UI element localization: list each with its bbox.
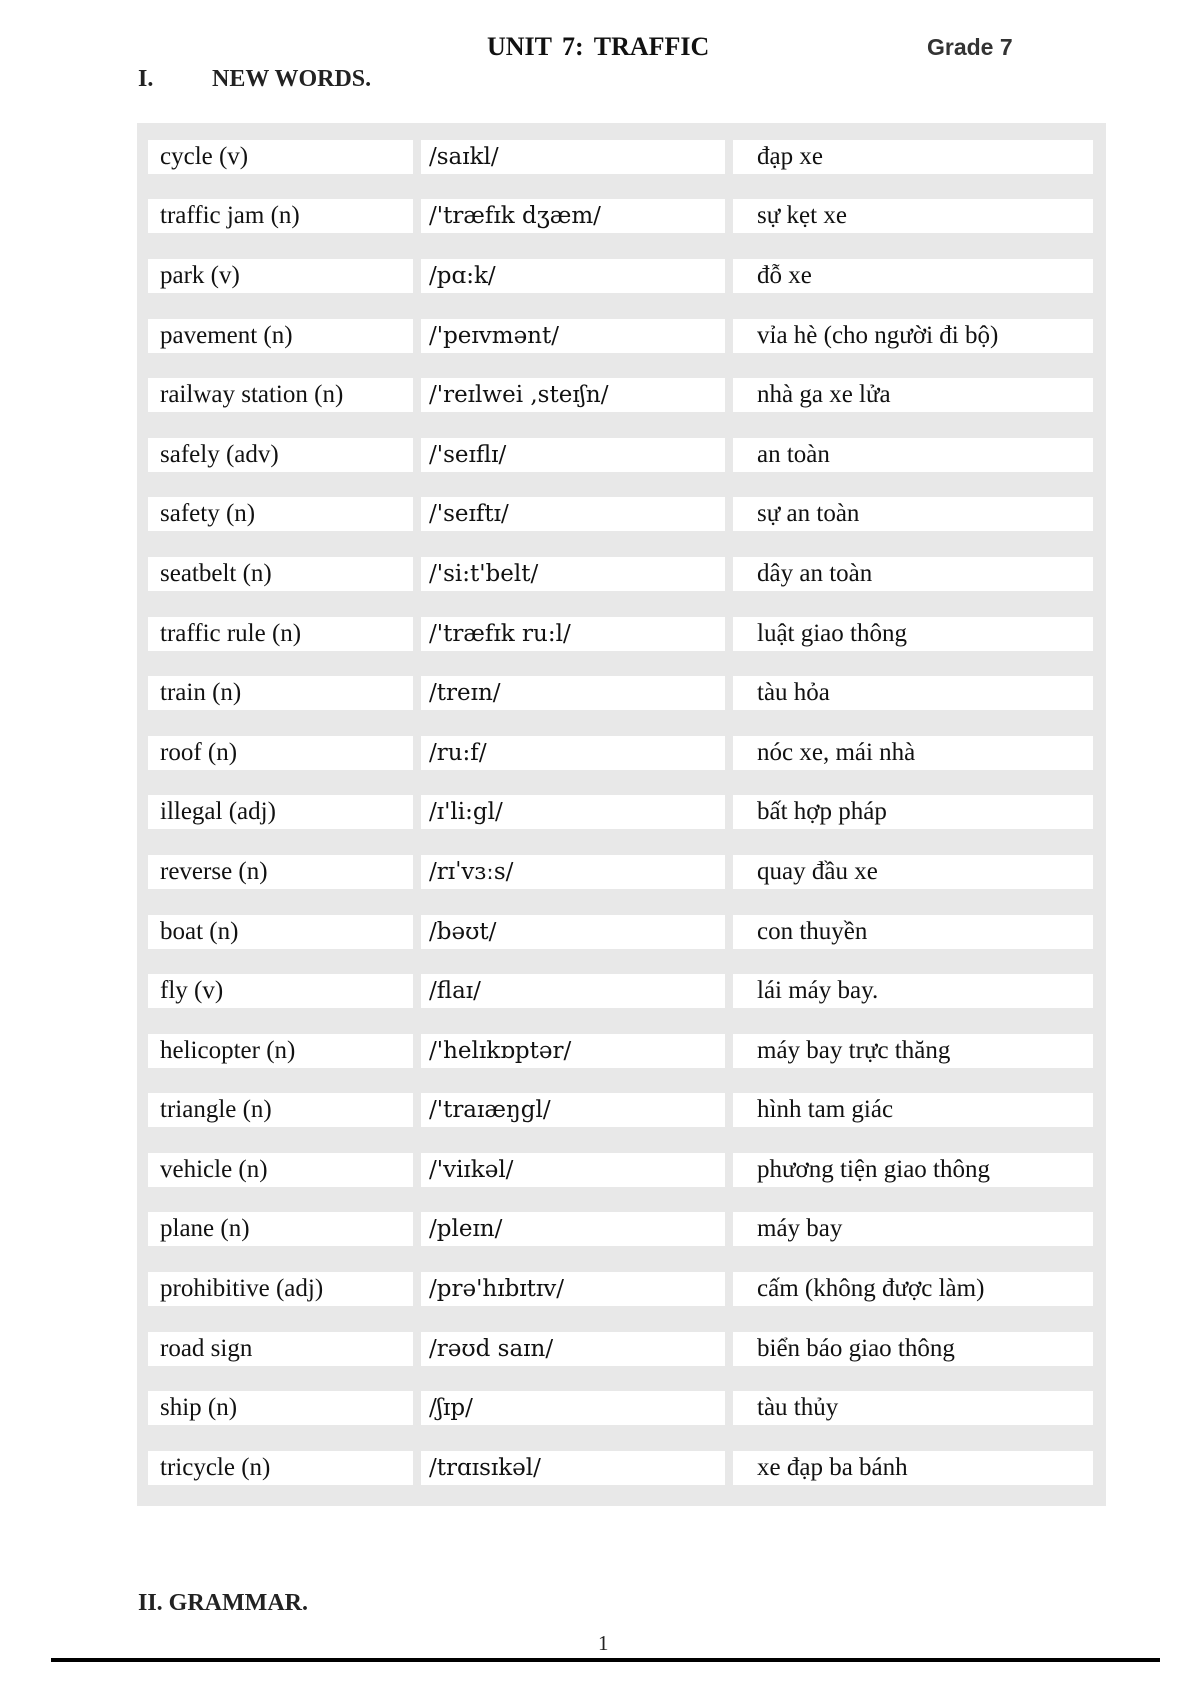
vocab-word: ship (n) xyxy=(148,1391,413,1425)
vocab-ipa: /flaɪ/ xyxy=(421,974,725,1008)
vocab-meaning: an toàn xyxy=(733,438,1093,472)
vocab-ipa: /'helɪkɒptər/ xyxy=(421,1034,725,1068)
vocab-ipa: /rɪˈvɜːs/ xyxy=(421,855,725,889)
vocab-row xyxy=(137,902,1106,962)
vocab-meaning: quay đầu xe xyxy=(733,855,1093,889)
vocab-word: seatbelt (n) xyxy=(148,557,413,591)
vocab-meaning: tàu hỏa xyxy=(733,676,1093,710)
vocab-meaning: xe đạp ba bánh xyxy=(733,1451,1093,1485)
vocab-word: cycle (v) xyxy=(148,140,413,174)
vocab-meaning: phương tiện giao thông xyxy=(733,1153,1093,1187)
vocab-ipa: /'peɪvmənt/ xyxy=(421,319,725,353)
vocab-row xyxy=(137,187,1106,247)
vocab-row xyxy=(137,1319,1106,1379)
vocab-meaning: vỉa hè (cho người đi bộ) xyxy=(733,319,1093,353)
vocab-word: illegal (adj) xyxy=(148,795,413,829)
vocab-row xyxy=(137,1378,1106,1438)
page-number: 1 xyxy=(598,1631,609,1655)
vocab-meaning: đạp xe xyxy=(733,140,1093,174)
footer-divider xyxy=(51,1658,1160,1662)
vocab-word: tricycle (n) xyxy=(148,1451,413,1485)
vocab-meaning: luật giao thông xyxy=(733,617,1093,651)
vocab-meaning: nhà ga xe lửa xyxy=(733,378,1093,412)
section-number: I. xyxy=(138,66,154,92)
vocab-ipa: /ʃɪp/ xyxy=(421,1391,725,1425)
vocab-row xyxy=(137,544,1106,604)
vocab-meaning: bất hợp pháp xyxy=(733,795,1093,829)
vocab-word: triangle (n) xyxy=(148,1093,413,1127)
vocabulary-table xyxy=(137,123,1106,1506)
vocab-ipa: /rəʊd saɪn/ xyxy=(421,1332,725,1366)
vocab-word: pavement (n) xyxy=(148,319,413,353)
vocab-ipa: /'si:t'belt/ xyxy=(421,557,725,591)
vocab-ipa: /pleɪn/ xyxy=(421,1212,725,1246)
vocab-word: park (v) xyxy=(148,259,413,293)
grade-label: Grade 7 xyxy=(927,34,1013,60)
vocab-ipa: /prə'hɪbɪtɪv/ xyxy=(421,1272,725,1306)
vocab-word: reverse (n) xyxy=(148,855,413,889)
vocab-word: fly (v) xyxy=(148,974,413,1008)
vocab-row xyxy=(137,485,1106,545)
vocab-meaning: hình tam giác xyxy=(733,1093,1093,1127)
vocab-word: roof (n) xyxy=(148,736,413,770)
vocab-row xyxy=(137,1140,1106,1200)
vocab-word: vehicle (n) xyxy=(148,1153,413,1187)
vocab-meaning: dây an toàn xyxy=(733,557,1093,591)
vocab-ipa: /trɑɪsɪkəl/ xyxy=(421,1451,725,1485)
vocab-row xyxy=(137,723,1106,783)
vocab-row xyxy=(137,663,1106,723)
vocab-ipa: /bəʊt/ xyxy=(421,915,725,949)
vocab-row xyxy=(137,127,1106,187)
vocab-ipa: /'seɪftɪ/ xyxy=(421,497,725,531)
vocab-ipa: /'træfɪk dʒæm/ xyxy=(421,199,725,233)
section-heading-new-words xyxy=(138,66,371,93)
vocab-word: traffic rule (n) xyxy=(148,617,413,651)
vocab-ipa: /'seɪflɪ/ xyxy=(421,438,725,472)
vocab-word: boat (n) xyxy=(148,915,413,949)
vocab-ipa: /treɪn/ xyxy=(421,676,725,710)
vocab-row xyxy=(137,365,1106,425)
vocab-row xyxy=(137,604,1106,664)
vocab-row xyxy=(137,1200,1106,1260)
vocab-row xyxy=(137,1021,1106,1081)
vocab-word: railway station (n) xyxy=(148,378,413,412)
vocab-row xyxy=(137,1259,1106,1319)
vocab-word: prohibitive (adj) xyxy=(148,1272,413,1306)
vocab-meaning: đỗ xe xyxy=(733,259,1093,293)
vocab-word: traffic jam (n) xyxy=(148,199,413,233)
vocab-meaning: sự kẹt xe xyxy=(733,199,1093,233)
vocab-row xyxy=(137,246,1106,306)
vocab-meaning: sự an toàn xyxy=(733,497,1093,531)
vocab-word: helicopter (n) xyxy=(148,1034,413,1068)
vocab-word: safely (adv) xyxy=(148,438,413,472)
vocab-meaning: máy bay trực thăng xyxy=(733,1034,1093,1068)
section-label: NEW WORDS. xyxy=(212,66,372,92)
vocab-meaning: tàu thủy xyxy=(733,1391,1093,1425)
vocab-row xyxy=(137,425,1106,485)
vocab-meaning: biển báo giao thông xyxy=(733,1332,1093,1366)
vocab-row xyxy=(137,842,1106,902)
vocab-meaning: nóc xe, mái nhà xyxy=(733,736,1093,770)
vocab-word: train (n) xyxy=(148,676,413,710)
vocab-ipa: /saɪkl/ xyxy=(421,140,725,174)
page-title: UNIT 7: TRAFFIC xyxy=(487,32,710,61)
vocab-word: safety (n) xyxy=(148,497,413,531)
vocab-word: road sign xyxy=(148,1332,413,1366)
vocab-row xyxy=(137,306,1106,366)
vocab-ipa: /'træfɪk ru:l/ xyxy=(421,617,725,651)
section-heading-grammar: II. GRAMMAR. xyxy=(138,1590,308,1616)
vocab-meaning: cấm (không được làm) xyxy=(733,1272,1093,1306)
vocab-row xyxy=(137,783,1106,843)
vocab-row xyxy=(137,1438,1106,1498)
vocab-row xyxy=(137,1081,1106,1141)
vocab-meaning: máy bay xyxy=(733,1212,1093,1246)
vocab-ipa: /'traɪæŋgl/ xyxy=(421,1093,725,1127)
vocab-meaning: lái máy bay. xyxy=(733,974,1093,1008)
vocab-ipa: /'viɪkəl/ xyxy=(421,1153,725,1187)
vocab-ipa: /ɪ'li:gl/ xyxy=(421,795,725,829)
vocab-word: plane (n) xyxy=(148,1212,413,1246)
vocab-meaning: con thuyền xyxy=(733,915,1093,949)
vocab-ipa: /pɑ:k/ xyxy=(421,259,725,293)
vocab-ipa: /ru:f/ xyxy=(421,736,725,770)
vocab-row xyxy=(137,961,1106,1021)
vocab-ipa: /'reɪlwei ,steɪʃn/ xyxy=(421,378,725,412)
